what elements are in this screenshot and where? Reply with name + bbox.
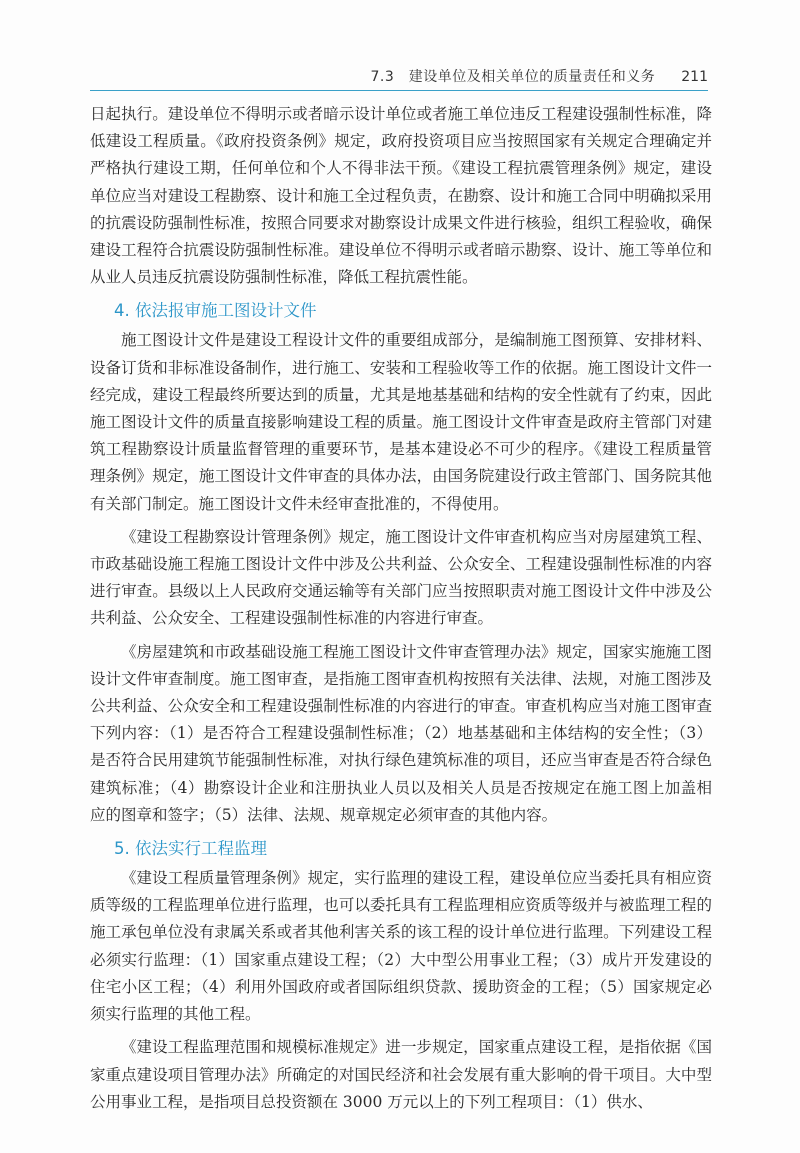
section-title: 7.3 建设单位及相关单位的质量责任和义务: [370, 69, 656, 85]
paragraph-continuation: 日起执行。建设单位不得明示或者暗示设计单位或者施工单位违反工程建设强制性标准，降低建设工程质量。《政府投资条例》规定，政府投资项目应当按照国家有关规定合理确定并严格执行建设工期，任何单位和个人不得非法干预。《建设工程抗震管理条例》规定，建设单位应当对建设工程勘察、设计和施工全过程负责，在勘察、设计和施工合同中明确拟采用的抗震设防强制性标准，按照合同要求对勘察设计成果文件进行核验，组织工程验收，确保建设工程符合抗震设防强制性标准。建设单位不得明示或者暗示勘察、设计、施工等单位和从业人员违反抗震设防强制性标准，降低工程抗震性能。: [90, 105, 712, 287]
heading-section-5: 5. 依法实行工程监理: [114, 839, 267, 859]
heading-section-4: 4. 依法报审施工图设计文件: [114, 301, 317, 321]
header-rule: [90, 90, 708, 91]
paragraph: 《建设工程质量管理条例》规定，实行监理的建设工程，建设单位应当委托具有相应资质等级的工程监理单位进行监理，也可以委托具有工程监理相应资质等级并与被监理工程的施工承包单位没有隶属关系或者其他利害关系的该工程的设计单位进行监理。下列建设工程必须实行监理：（1）国家重点建设工程；（2）大中型公用事业工程；（3）成片开发建设的住宅小区工程；（4）利用外国政府或者国际组织贷款、援助资金的工程；（5）国家规定必须实行监理的其他工程。: [90, 869, 712, 1024]
paragraph: 施工图设计文件是建设工程设计文件的重要组成部分，是编制施工图预算、安排材料、设备订货和非标准设备制作，进行施工、安装和工程验收等工作的依据。施工图设计文件一经完成，建设工程最终所要达到的质量，尤其是地基基础和结构的安全性就有了约束，因此施工图设计文件的质量直接影响建设工程的质量。施工图设计文件审查是政府主管部门对建筑工程勘察设计质量监督管理的重要环节，是基本建设必不可少的程序。《建设工程质量管理条例》规定，施工图设计文件审查的具体办法，由国务院建设行政主管部门、国务院其他有关部门制定。施工图设计文件未经审查批准的，不得使用。: [90, 331, 712, 513]
page-number: 211: [681, 69, 708, 85]
paragraph: 《建设工程勘察设计管理条例》规定，施工图设计文件审查机构应当对房屋建筑工程、市政基础设施工程施工图设计文件中涉及公共利益、公众安全、工程建设强制性标准的内容进行审查。县级以上人民政府交通运输等有关部门应当按照职责对施工图设计文件中涉及公共利益、公众安全、工程建设强制性标准的内容进行审查。: [90, 527, 712, 628]
running-header: [116, 66, 708, 88]
body-text: [90, 101, 712, 1122]
paragraph: 《建设工程监理范围和规模标准规定》进一步规定，国家重点建设工程，是指依据《国家重点建设项目管理办法》所确定的对国民经济和社会发展有重大影响的骨干项目。大中型公用事业工程，是指项目总投资额在 3000 万元以上的下列工程项目：（1）供水、: [90, 1038, 712, 1111]
paragraph: 《房屋建筑和市政基础设施工程施工图设计文件审查管理办法》规定，国家实施施工图设计文件审查制度。施工图审查，是指施工图审查机构按照有关法律、法规，对施工图涉及公共利益、公众安全和工程建设强制性标准的内容进行的审查。审查机构应当对施工图审查下列内容：（1）是否符合工程建设强制性标准；（2）地基基础和主体结构的安全性；（3）是否符合民用建筑节能强制性标准，对执行绿色建筑标准的项目，还应当审查是否符合绿色建筑标准；（4）勘察设计企业和注册执业人员以及相关人员是否按规定在施工图上加盖相应的图章和签字；（5）法律、法规、规章规定必须审查的其他内容。: [90, 642, 712, 824]
